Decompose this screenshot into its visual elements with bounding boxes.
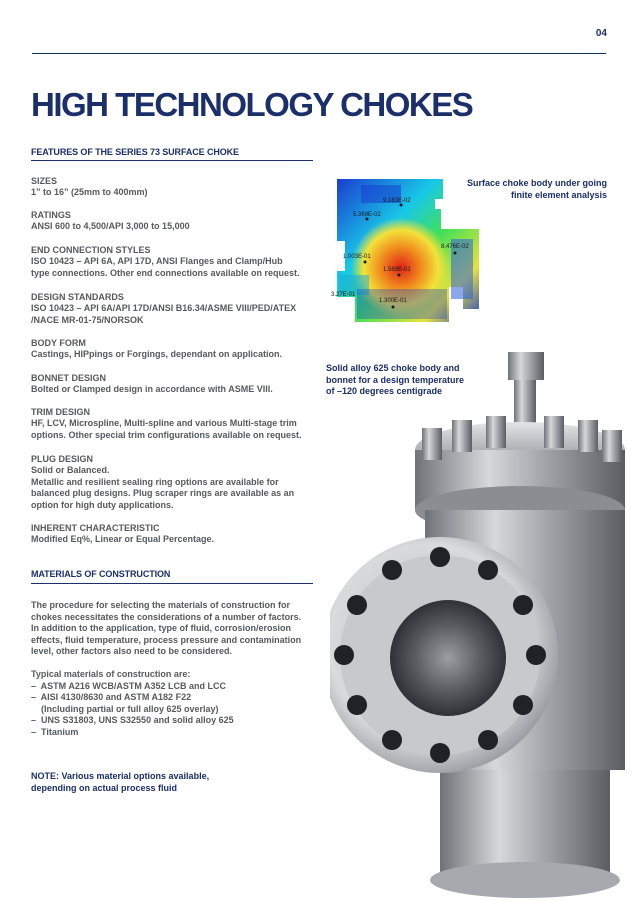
fea-label: 8.476E-02 xyxy=(441,244,469,250)
feature-body: ISO 10423 – API 6A, API 17D, ANSI Flanges and Clamp/Hub xyxy=(31,256,283,266)
feature-label: BONNET DESIGN xyxy=(31,373,107,383)
materials-rule xyxy=(31,583,313,584)
feature-body: balanced plug designs. Plug scraper rings are available as an xyxy=(31,488,295,498)
feature-body: Modified Eq%, Linear or Equal Percentage. xyxy=(31,534,215,544)
feature-label: SIZES xyxy=(31,176,58,186)
text-line: effects, fluid temperature, process pressure and contamination xyxy=(31,634,302,645)
text-line: chokes necessitates the considerations of a number of factors. xyxy=(31,611,302,622)
text-line: In addition to the application, type of fluid, corrosion/erosion xyxy=(31,623,292,634)
caption-line: bonnet for a design temperature xyxy=(326,374,465,385)
feature-body: ISO 10423 – API 6A/API 17D/ANSI B16.34/ASME VIII/PED/ATEX xyxy=(31,303,297,313)
list-item: – UNS S31803, UNS S32550 and solid alloy 625 xyxy=(31,715,234,726)
caption-line: of –120 degrees centigrade xyxy=(326,386,443,397)
text-line: The procedure for selecting the materials of construction for xyxy=(31,600,291,610)
text-line: level, other factors also need to be considered. xyxy=(31,646,233,657)
feature-body: type connections. Other end connections available on request. xyxy=(31,267,300,278)
list-item: – Titanium xyxy=(31,726,79,737)
fea-label: 1.569E-01 xyxy=(383,267,411,273)
caption-line: finite element analysis xyxy=(510,189,607,200)
feature-body-form xyxy=(31,337,316,361)
feature-bonnet-design xyxy=(31,372,316,396)
list-item: – AISI 4130/8630 and ASTM A182 F22 xyxy=(31,692,192,703)
fea-label: 1.300E-01 xyxy=(379,298,407,304)
list-item: – ASTM A216 WCB/ASTM A352 LCB and LCC xyxy=(31,680,227,691)
feature-plug-design xyxy=(31,453,316,511)
list-item: (Including partial or full alloy 625 overlay) xyxy=(31,703,219,714)
feature-body: HF, LCV, Microspline, Multi-spline and various Multi-stage trim xyxy=(31,418,297,428)
feature-body: 1” to 16” (25mm to 400mm) xyxy=(31,187,148,197)
feature-body: option for high duty applications. xyxy=(31,499,174,510)
materials-intro xyxy=(31,600,316,658)
feature-body: Castings, HIPpings or Forgings, dependant on application. xyxy=(31,349,283,359)
feature-body: options. Other special trim configurations available on request. xyxy=(31,429,302,440)
feature-end-connection xyxy=(31,244,316,279)
feature-label: BODY FORM xyxy=(31,338,86,348)
materials-list xyxy=(31,669,316,739)
feature-body: Solid or Balanced. xyxy=(31,465,110,475)
materials-heading: MATERIALS OF CONSTRUCTION xyxy=(31,569,171,579)
top-rule xyxy=(32,53,606,54)
caption-line: Solid alloy 625 choke body and xyxy=(326,363,460,373)
feature-sizes xyxy=(31,175,316,199)
note-text: Various material options available, xyxy=(61,771,210,781)
feature-label: END CONNECTION STYLES xyxy=(31,245,151,255)
fea-contour-image xyxy=(331,175,487,322)
fea-label: 9.183E-02 xyxy=(383,198,411,204)
choke-valve-photo xyxy=(330,350,638,902)
feature-label: TRIM DESIGN xyxy=(31,407,91,417)
feature-body: Metallic and resilient sealing ring options are available for xyxy=(31,476,279,487)
note xyxy=(31,771,291,794)
feature-trim-design xyxy=(31,406,316,441)
features-rule xyxy=(31,160,313,161)
note-text: depending on actual process fluid xyxy=(31,782,178,793)
caption-line: Surface choke body under going xyxy=(466,178,607,188)
fea-label: 3.27E-01 xyxy=(331,292,356,298)
features-heading: FEATURES OF THE SERIES 73 SURFACE CHOKE xyxy=(31,147,239,157)
feature-body: ANSI 600 to 4,500/API 3,000 to 15,000 xyxy=(31,221,190,231)
feature-label: RATINGS xyxy=(31,210,71,220)
feature-label: DESIGN STANDARDS xyxy=(31,292,124,302)
feature-ratings xyxy=(31,209,316,233)
feature-body: /NACE MR-01-75/NORSOK xyxy=(31,314,144,325)
page-number: 04 xyxy=(595,28,607,39)
fea-label: 1.003E-01 xyxy=(343,254,371,260)
feature-label: PLUG DESIGN xyxy=(31,454,94,464)
feature-inherent-characteristic xyxy=(31,522,316,546)
list-intro: Typical materials of construction are: xyxy=(31,669,191,679)
page-title: HIGH TECHNOLOGY CHOKES xyxy=(31,86,473,123)
note-label: NOTE: xyxy=(31,771,59,781)
feature-body: Bolted or Clamped design in accordance with ASME VIII. xyxy=(31,384,273,394)
feature-design-standards xyxy=(31,291,316,326)
feature-label: INHERENT CHARACTERISTIC xyxy=(31,523,160,533)
fea-label: 5.369E-02 xyxy=(353,212,381,218)
